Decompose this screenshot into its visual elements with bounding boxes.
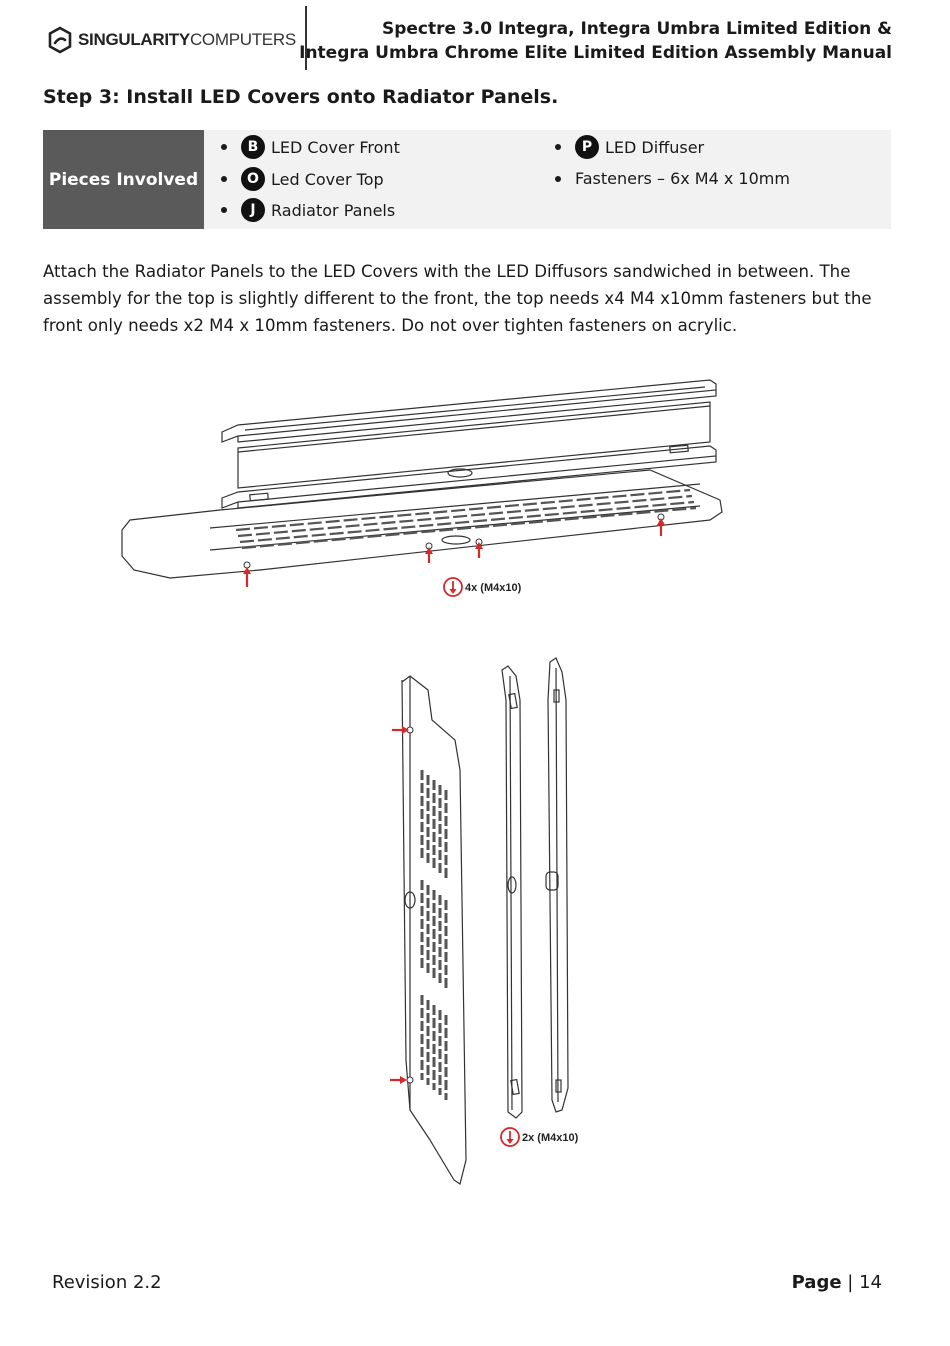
piece-badge: B <box>241 135 265 159</box>
piece-item <box>553 169 790 188</box>
piece-item <box>219 198 395 222</box>
step-title: Step 3: Install LED Covers onto Radiator Panels. <box>43 86 559 108</box>
piece-item <box>219 135 400 159</box>
singularity-logo-icon <box>46 26 74 54</box>
piece-label: Led Cover Top <box>271 169 384 189</box>
bullet-icon <box>221 176 227 182</box>
fastener-callout-bottom <box>501 1128 579 1146</box>
front-assembly-diagram <box>110 640 775 1188</box>
manual-title-line1: Spectre 3.0 Integra, Integra Umbra Limited Edition & <box>381 19 892 39</box>
bullet-icon <box>555 144 561 150</box>
page-number: 14 <box>859 1272 882 1293</box>
fastener-label-bottom: 2x (M4x10) <box>522 1132 579 1144</box>
radiator-panel-part <box>122 470 722 578</box>
piece-label: Fasteners – 6x M4 x 10mm <box>575 169 790 188</box>
led-cover-top-part <box>222 380 716 442</box>
top-assembly-diagram <box>110 360 750 605</box>
fastener-arrow-icon <box>390 1076 407 1084</box>
brand-logo <box>46 24 296 56</box>
instruction-paragraph: Attach the Radiator Panels to the LED Covers with the LED Diffusors sandwiched in between. The assembly for the top is slightly different to the front, the top needs x4 M4 x10mm fasteners but the front only needs x2 M4 x 10mm fasteners. Do not over tighten fasteners on acrylic. <box>43 262 872 335</box>
piece-badge: J <box>241 198 265 222</box>
logo-text-light: COMPUTERS <box>189 30 296 49</box>
fastener-callout-top <box>444 578 522 596</box>
bullet-icon <box>221 144 227 150</box>
fastener-arrow-icon <box>392 726 409 734</box>
fastener-arrow-icon <box>425 547 433 563</box>
manual-title-line2: Integra Umbra Chrome Elite Limited Edition Assembly Manual <box>299 43 892 63</box>
page-separator: | <box>847 1272 854 1293</box>
pieces-involved-label: Pieces Involved <box>43 130 204 229</box>
bullet-icon <box>221 207 227 213</box>
fastener-arrow-icon <box>243 567 251 587</box>
piece-label: Radiator Panels <box>271 200 396 220</box>
fastener-arrow-icon <box>475 542 483 558</box>
piece-item <box>219 167 384 191</box>
fastener-arrow-icon <box>657 518 665 536</box>
page-header <box>0 0 950 75</box>
bullet-icon <box>555 176 561 182</box>
logo-text-bold: SINGULARITY <box>78 30 190 49</box>
page-label: Page <box>791 1272 842 1293</box>
manual-title <box>299 17 892 65</box>
fastener-label-top: 4x (M4x10) <box>465 582 522 594</box>
page-number-label <box>792 1272 882 1293</box>
piece-label: LED Cover Front <box>271 137 400 157</box>
piece-badge: P <box>575 135 599 159</box>
pieces-involved-table <box>43 130 891 229</box>
piece-label: LED Diffuser <box>605 137 705 157</box>
piece-badge: O <box>241 167 265 191</box>
piece-item <box>553 135 704 159</box>
revision-label: Revision 2.2 <box>52 1272 162 1293</box>
